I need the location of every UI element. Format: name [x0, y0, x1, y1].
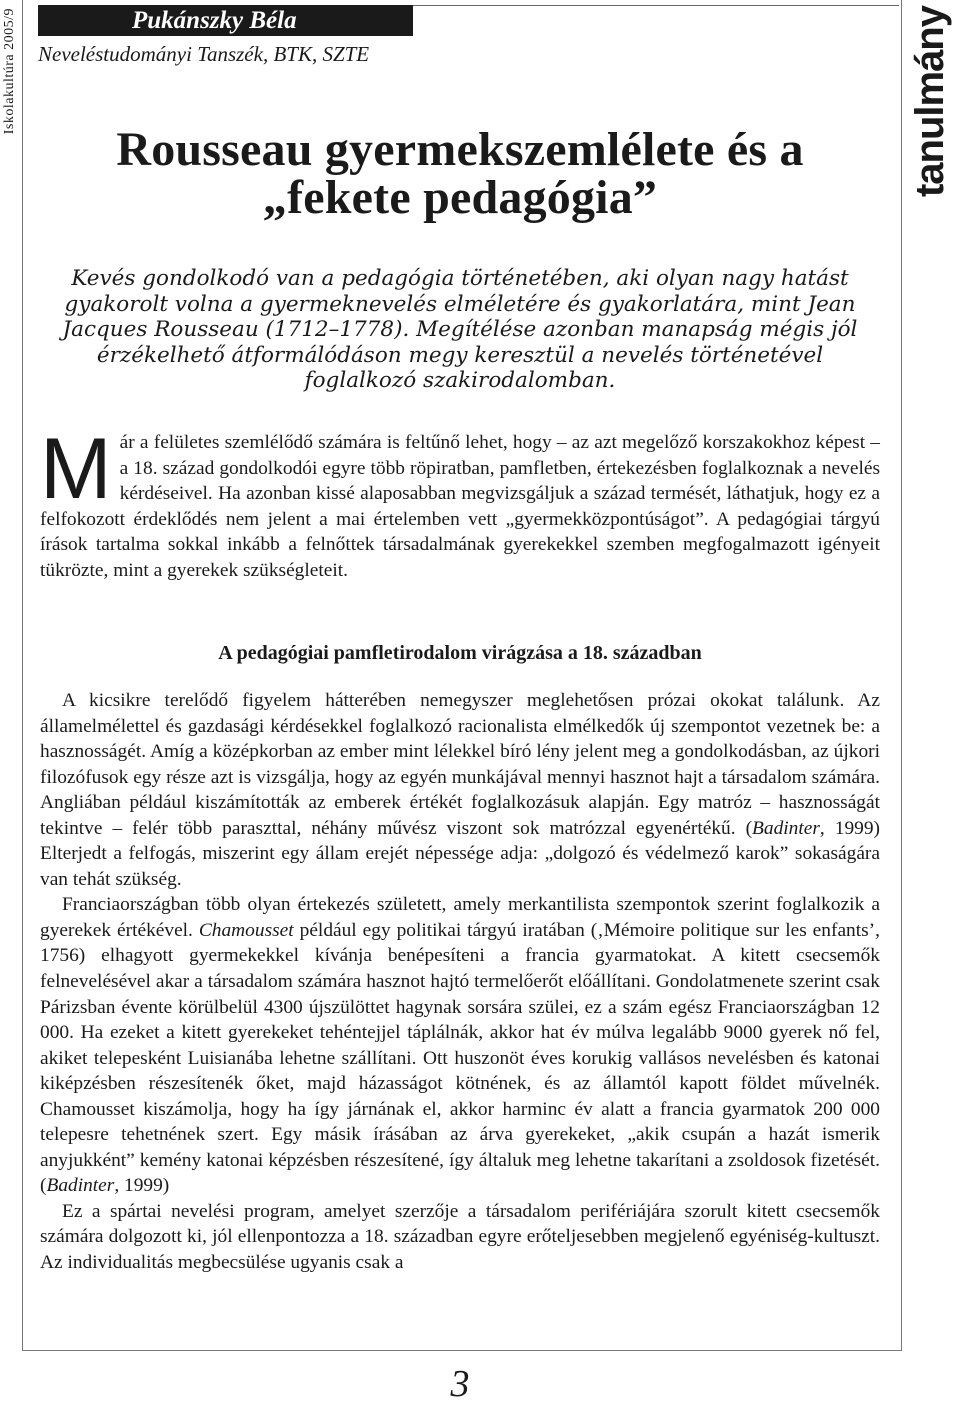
section-body [40, 688, 880, 1276]
section-heading: A pedagógiai pamfletirodalom virágzása a 18. században [218, 642, 702, 664]
drop-cap: M [40, 421, 112, 517]
article-title [40, 123, 880, 224]
right-margin-strip [901, 0, 960, 1350]
journal-label: Iskolakultúra 2005/9 [2, 8, 17, 135]
title-line-1: Rousseau gyermekszemlélete és a [116, 123, 804, 176]
top-rule [413, 5, 899, 6]
person-name: Chamousset [198, 919, 294, 941]
left-margin-strip [0, 0, 23, 1350]
title-line-2: „fekete pedagógia” [262, 171, 658, 224]
bottom-rule [22, 1350, 902, 1351]
section-label: tanulmány [908, 6, 952, 198]
abstract: Kevés gondolkodó van a pedagógia történetében, aki olyan nagy hatást gyakorolt volna a gyermeknevelés elméletére és gyakorlatára, mint Jean Jacques Rousseau (1712–1778). Megítélése azonban manapság mégis jól érzékelhető átformálódáson megy keresztül a nevelés történetével foglalkozó szakirodalomban. [62, 266, 858, 394]
paragraph-2: Franciaországban több olyan értekezés született, amely merkantilista szempontok szerint foglalkozik a gyerekek értékével. Chamousset például egy politikai tárgyú iratában (‚Mémoire politique sur les enfants’, 1756) elhagyott gyermekekkel kívánja benépesíteni a francia gyarmatokat. A kitett csecsemők felnevelésével akar a társadalom számára hasznot hajtó termelőerőt előállítani. Gondolatmenete szerint csak Párizsban évente körülbelül 4300 újszülöttet hagynak sorsára szülei, ez a szám egész Franciaországban 12 000. Ha ezeket a kitett gyerekeket tehéntejjel táplálnák, akkor hat év múlva legalább 9000 gyerek nő fel, akiket telepesként Luisianába lehetne szállítani. Ott huszonöt éves korukig vallásos nevelésben és katonai kiképzésben részesítenék őket, majd házasságot kötnének, és az államtól kapott földet művelnék. Chamousset kiszámolja, hogy ha így járnának el, akkor harminc év alatt a francia gyarmatok 200 000 telepesre tehetnének szert. Egy másik írásában az árva gyerekeket, „akik csupán a hazát ismerik anyjukként” kemény katonai képzésben részesítené, így általuk meg lehetne takarítani a zsoldosok fizetését. (Badinter, 1999) [40, 894, 880, 1197]
paragraph-3: Ez a spártai nevelési program, amelyet szerzője a társadalom perifériájára szorult kitett csecsemők számára dolgozott ki, jól ellenpontozza a 18. században egyre erőteljesebben megjelenő egyéniség-kultuszt. Az individualitás megbecsülése ugyanis csak a [40, 1200, 880, 1274]
author-name: Pukánszky Béla [38, 5, 413, 36]
author-affiliation: Neveléstudományi Tanszék, BTK, SZTE [38, 42, 370, 66]
intro-text: ár a felületes szemlélődő számára is feltűnő lehet, hogy – az azt megelőző korszakokhoz képest – a 18. század gondolkodói egyre több röpiratban, pamfletben, értekezésben foglalkoznak a nevelés kérdéseivel. Ha azonban kissé alaposabban megvizsgáljuk a század termését, láthatjuk, hogy ez a felfokozott érdeklődés nem jelent a mai értelemben vett „gyermekközpontúságot”. A pedagógiai tárgyú írások tartalma sokkal inkább a felnőttek társadalmának gyerekekkel szemben megfogalmazott igényeit tükrözte, mint a gyerekek szükségleteit. [40, 432, 880, 581]
paragraph-1: A kicsikre terelődő figyelem hátterében nemegyszer meglehetősen prózai okokat találunk. Az államelmélettel és gazdasági kérdésekkel foglalkozó racionalista elmélkedők új szempontot vezetnek be: a hasznosságét. Amíg a középkorban az ember mint lélekkel bíró lény jelent meg a gondolkodásban, az újkori filozófusok egy része azt is vizsgálja, hogy az egyén munkájával mennyi hasznot hajt a társadalom számára. Angliában például kiszámították az emberek értékét foglalkozásuk alapján. Egy matróz – hasznosságát tekintve – felér több paraszttal, néhány művész viszont sok matrózzal egyenértékű. (Badinter, 1999) Elterjedt a felfogás, miszerint egy állam erejét népessége adja: „dolgozó és védelmező karok” sokaságára van tehát szükség. [40, 690, 880, 890]
citation-author: Badinter [752, 817, 820, 839]
intro-paragraph [40, 421, 880, 583]
page-number: 3 [450, 1363, 470, 1405]
citation-author: Badinter [46, 1175, 115, 1197]
